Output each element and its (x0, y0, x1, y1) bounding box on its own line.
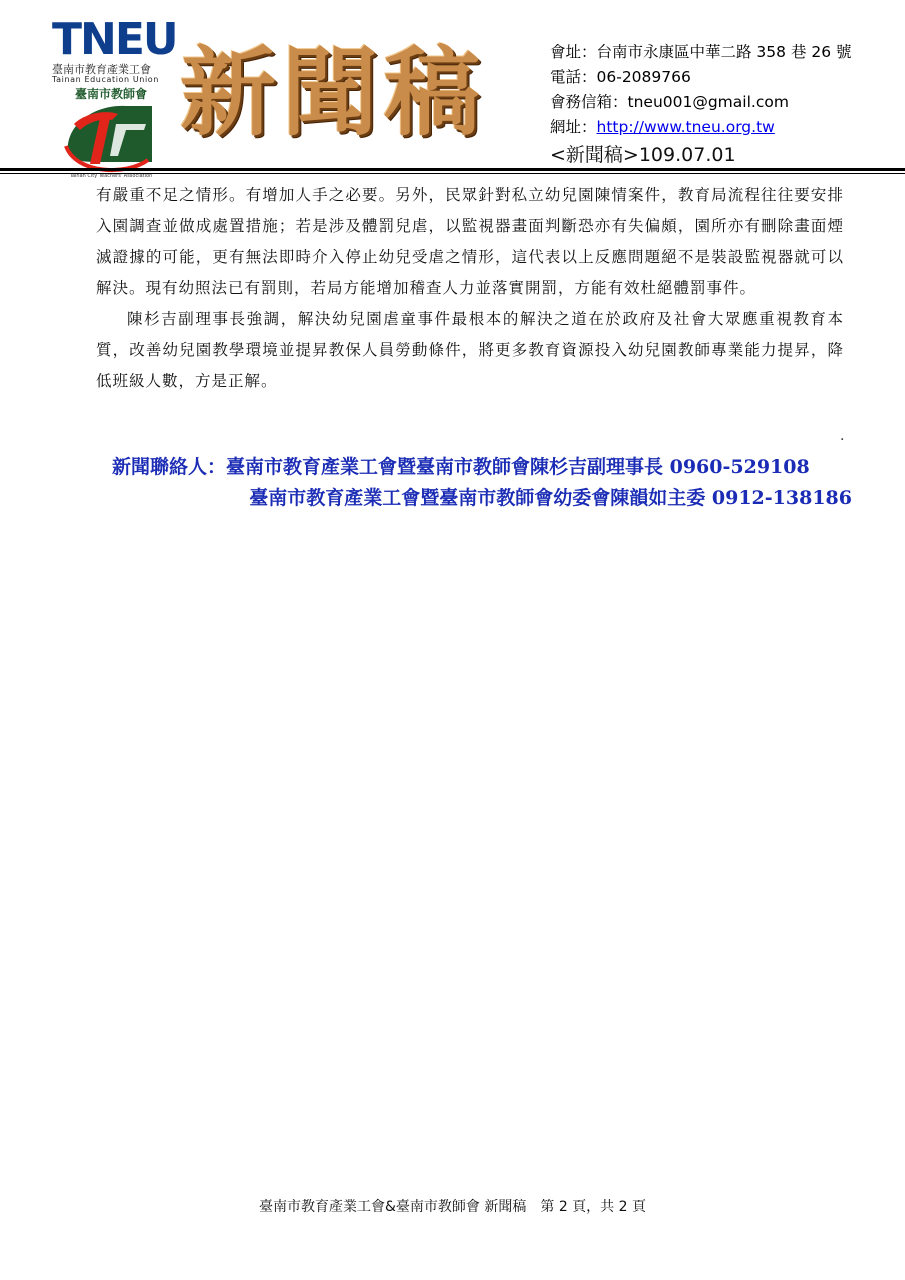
address-line: 會址：台南市永康區中華二路 358 巷 26 號 (550, 43, 852, 61)
page-footer: 臺南市教育產業工會&臺南市教師會 新聞稿 第 2 頁，共 2 頁 (259, 1199, 646, 1215)
press-release-title: 新聞稿 (180, 36, 486, 149)
period-mark: . (840, 428, 845, 444)
emblem-english-text: Tainan City Teachers' Association (69, 173, 153, 179)
website-link[interactable]: http://www.tneu.org.tw (596, 118, 775, 136)
phone-line: 電話：06-2089766 (550, 68, 691, 86)
letterhead (0, 0, 905, 178)
media-contacts (100, 452, 852, 514)
media-contact-1: 新聞聯絡人：臺南市教育產業工會暨臺南市教師會陳杉吉副理事長 0960-529108 (112, 456, 810, 478)
tneu-logo (52, 14, 177, 65)
org-name-chinese: 臺南市教育產業工會 (52, 63, 151, 76)
contact-block (550, 40, 900, 169)
emblem-chinese-text: 臺南市教師會 (74, 87, 148, 101)
release-date: <新聞稿>109.07.01 (550, 144, 736, 166)
website-label: 網址： (550, 118, 597, 136)
paragraph-2: 陳杉吉副理事長強調，解決幼兒園虐童事件最根本的解決之道在於政府及社會大眾應重視教育本質，改善幼兒園教學環境並提昇教保人員勞動條件，將更多教育資源投入幼兒園教師專業能力提昇，降低班級人數，方是正解。 (96, 310, 844, 390)
union-logo-area (52, 14, 177, 179)
paragraph-1: 有嚴重不足之情形。有增加人手之必要。另外，民眾針對私立幼兒園陳情案件，教育局流程往往要安排入園調查並做成處置措施；若是涉及體罰兒虐，以監視器畫面判斷恐亦有失偏頗，園所亦有刪除畫面煙滅證據的可能，更有無法即時介入停止幼兒受虐之情形，這代表以上反應問題絕不是裝設監視器就可以解決。現有幼照法已有罰則，若局方能增加稽查人力並落實開罰，方能有效杜絕體罰事件。 (96, 186, 844, 297)
org-name-english: Tainan Education Union (52, 75, 159, 84)
tneu-logo-text: TNEU (52, 14, 177, 65)
website-line (550, 115, 900, 140)
teachers-association-emblem-icon (56, 84, 166, 180)
email-line: 會務信箱：tneu001@gmail.com (550, 93, 789, 111)
article-body (96, 180, 844, 397)
header-divider-thin (0, 173, 905, 174)
media-contact-2: 臺南市教育產業工會暨臺南市教師會幼委會陳韻如主委 0912-138186 (249, 487, 852, 509)
header-divider-thick (0, 168, 905, 171)
